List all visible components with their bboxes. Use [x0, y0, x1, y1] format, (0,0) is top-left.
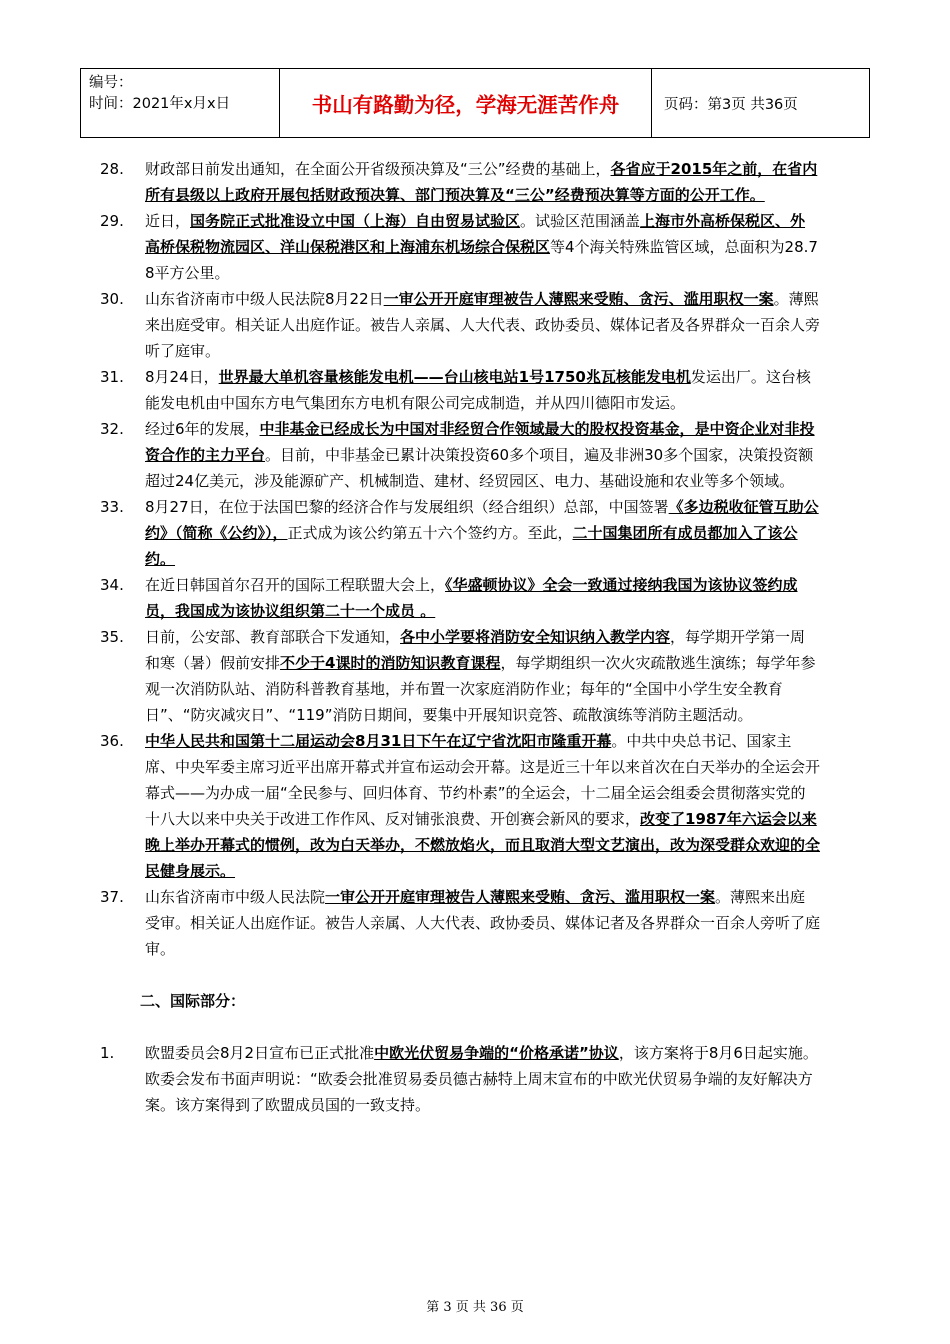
news-item: [100, 286, 820, 364]
item-number: 30.: [100, 290, 124, 308]
news-item: [100, 1040, 820, 1118]
item-number: 37.: [100, 888, 124, 906]
body-text: ，每学期开学第一周和寒（暑）假前安排: [145, 628, 806, 672]
item-number: 34.: [100, 576, 124, 594]
item-text: [145, 494, 820, 572]
item-text: [145, 624, 820, 728]
body-text: 欧盟委员会8月2日宣布已正式批准: [145, 1044, 375, 1062]
body-text: 8月27日，在位于法国巴黎的经济合作与发展组织（经合组织）总部，中国签署: [145, 498, 669, 516]
highlighted-text: 一审公开开庭审理被告人薄熙来受贿、贪污、滥用职权一案: [383, 290, 774, 308]
header-meta: [81, 69, 280, 137]
item-number: 32.: [100, 420, 124, 438]
highlighted-text: 中欧光伏贸易争端的“价格承诺”协议: [374, 1044, 619, 1062]
body-text: 山东省济南市中级人民法院8月22日: [145, 290, 384, 308]
news-item: [100, 416, 820, 494]
page-footer: 第 3 页 共 36 页: [426, 1300, 524, 1315]
highlighted-text: 二十国集团所有成员都加入了该公约。: [145, 524, 798, 568]
international-news-list: [100, 1040, 820, 1118]
body-text: 在近日韩国首尔召开的国际工程联盟大会上，: [145, 576, 446, 594]
body-text: 。试验区范围涵盖: [520, 212, 641, 230]
item-text: [145, 1040, 820, 1118]
body-text: 日前，公安部、教育部联合下发通知，: [145, 628, 401, 646]
doc-time: 时间：2021年x月x日: [89, 96, 231, 112]
item-number: 31.: [100, 368, 124, 386]
news-item: [100, 364, 820, 416]
item-text: [145, 364, 820, 416]
body-text: 等4个海关特殊监管区域，总面积为28.78平方公里。: [145, 238, 818, 282]
highlighted-text: 上海市外高桥保税区、外高桥保税物流园区、洋山保税港区和上海浦东机场综合保税区: [145, 212, 806, 256]
news-item: [100, 624, 820, 728]
document-body: [100, 156, 820, 1118]
body-text: 。中共中央总书记、国家主席、中央军委主席习近平出席开幕式并宣布运动会开幕。这是近三十年以来首次在白天举办的全运会开幕式——为办成一届“全民参与、回归体育、节约朴素”的全运会，十二届全运会组委会贯彻落实党的十八大以来中央关于改进工作作风、反对铺张浪费、开创赛会新风的要求，: [145, 732, 821, 828]
item-text: [145, 416, 820, 494]
highlighted-text: 一审公开开庭审理被告人薄熙来受贿、贪污、滥用职权一案: [325, 888, 716, 906]
body-text: 经过6年的发展，: [145, 420, 260, 438]
news-item: [100, 572, 820, 624]
body-text: ，该方案将于8月6日起实施。欧委会发布书面声明说：“欧委会批准贸易委员德古赫特上周末宣布的中欧光伏贸易争端的友好解决方案。该方案得到了欧盟成员国的一致支持。: [145, 1044, 818, 1114]
item-text: [145, 208, 820, 286]
header-page-number: 页码：第3页 共36页: [664, 96, 798, 113]
item-text: [145, 728, 820, 884]
page-header: [80, 68, 870, 138]
body-text: 。薄熙来出庭受审。相关证人出庭作证。被告人亲属、人大代表、政协委员、媒体记者及各界群众一百余人旁听了庭审。: [145, 290, 821, 360]
body-text: 。薄熙来出庭受审。相关证人出庭作证。被告人亲属、人大代表、政协委员、媒体记者及各界群众一百余人旁听了庭审。: [145, 888, 821, 958]
body-text: 山东省济南市中级人民法院: [145, 888, 326, 906]
highlighted-text: 中华人民共和国第十二届运动会8月31日下午在辽宁省沈阳市隆重开幕: [145, 732, 612, 750]
body-text: 财政部日前发出通知，在全面公开省级预决算及“三公”经费的基础上，: [145, 160, 611, 178]
highlighted-text: 中非基金已经成长为中国对非经贸合作领域最大的股权投资基金，是中资企业对非投资合作的主力平台: [145, 420, 815, 464]
highlighted-text: 《华盛顿协议》全会一致通过接纳我国为该协议签约成员，我国成为该协议组织第二十一个成员 。: [145, 576, 798, 620]
item-number: 29.: [100, 212, 124, 230]
highlighted-text: 国务院正式批准设立中国（上海）自由贸易试验区: [190, 212, 521, 230]
highlighted-text: 各中小学要将消防安全知识纳入教学内容: [400, 628, 671, 646]
item-text: [145, 572, 820, 624]
section-title: 二、国际部分：: [140, 992, 246, 1010]
news-item: [100, 494, 820, 572]
item-text: [145, 156, 820, 208]
news-item: [100, 208, 820, 286]
news-item: [100, 728, 820, 884]
highlighted-text: 不少于4课时的消防知识教育课程: [280, 654, 501, 672]
item-number: 33.: [100, 498, 124, 516]
body-text: 8月24日，: [145, 368, 219, 386]
item-number: 28.: [100, 160, 124, 178]
doc-code: 编号：: [89, 75, 133, 91]
domestic-news-list: [100, 156, 820, 962]
highlighted-text: 各省应于2015年之前，在省内所有县级以上政府开展包括财政预决算、部门预决算及“三公”经费预决算等方面的公开工作。: [145, 160, 818, 204]
item-number: 36.: [100, 732, 124, 750]
highlighted-text: 世界最大单机容量核能发电机——台山核电站1号1750兆瓦核能发电机: [218, 368, 691, 386]
item-text: [145, 286, 820, 364]
body-text: ，每学期组织一次火灾疏散逃生演练；每学年参观一次消防队站、消防科普教育基地，并布置一次家庭消防作业；每年的“全国中小学生安全教育日”、“防灾减灾日”、“119”消防日期间，要集中开展知识竞答、疏散演练等消防主题活动。: [145, 654, 816, 724]
body-text: 正式成为该公约第五十六个签约方。至此，: [287, 524, 573, 542]
item-number: 35.: [100, 628, 124, 646]
news-item: [100, 884, 820, 962]
highlighted-text: 改变了1987年六运会以来晚上举办开幕式的惯例，改为白天举办，不燃放焰火，而且取消大型文艺演出，改为深受群众欢迎的全民健身展示。: [145, 810, 821, 880]
item-number: 1.: [100, 1044, 115, 1062]
item-text: [145, 884, 820, 962]
body-text: 发运出厂。这台核能发电机由中国东方电气集团东方电机有限公司完成制造，并从四川德阳市发运。: [145, 368, 811, 412]
body-text: 。目前，中非基金已累计决策投资60多个项目，遍及非洲30多个国家，决策投资额超过24亿美元，涉及能源矿产、机械制造、建材、经贸园区、电力、基础设施和农业等多个领域。: [145, 446, 814, 490]
news-item: [100, 156, 820, 208]
header-motto: 书山有路勤为径，学海无涯苦作舟: [280, 69, 652, 137]
body-text: 近日，: [145, 212, 191, 230]
highlighted-text: 《多边税收征管互助公约》（简称《公约》），: [145, 498, 819, 542]
